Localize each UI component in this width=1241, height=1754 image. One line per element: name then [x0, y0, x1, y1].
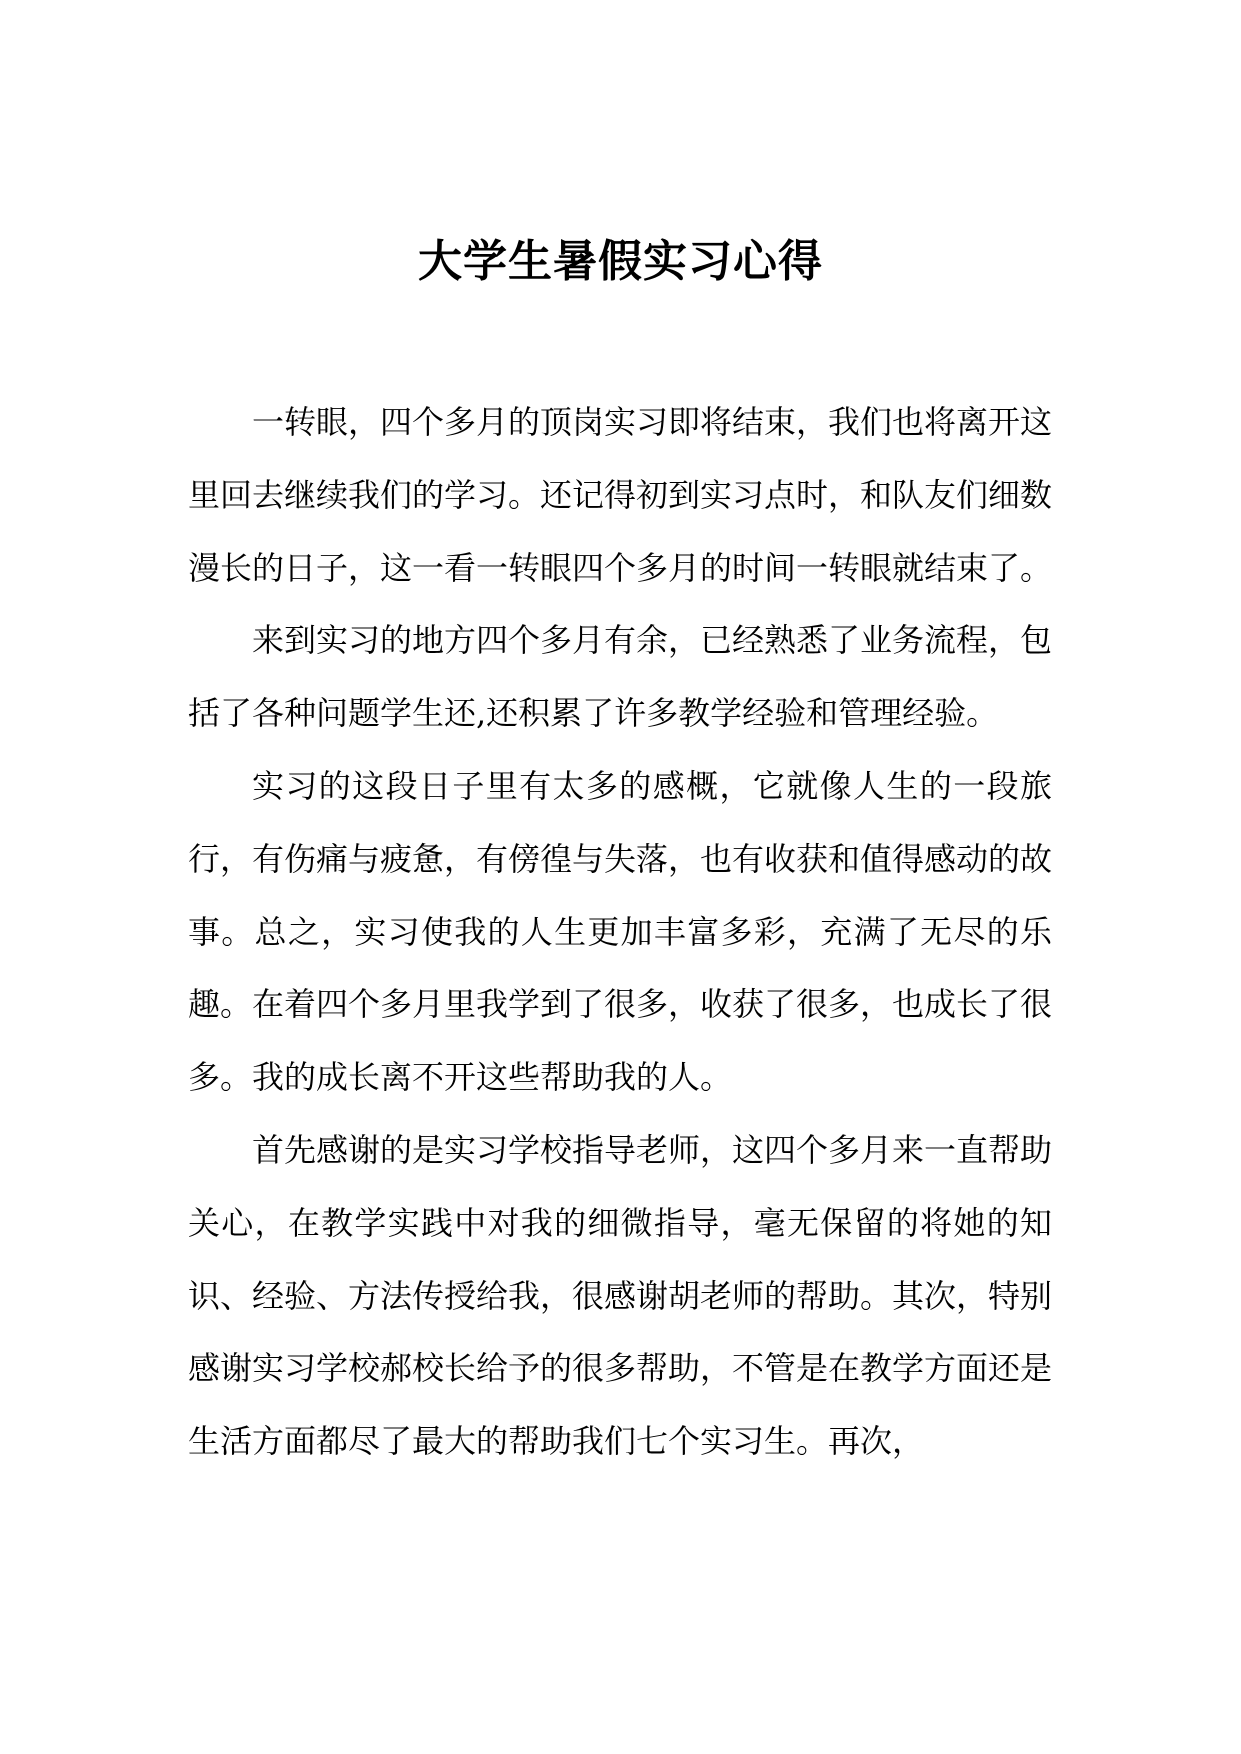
paragraph-3: 实习的这段日子里有太多的感概，它就像人生的一段旅行，有伤痛与疲惫，有傍徨与失落，也有收获和值得感动的故事。总之，实习使我的人生更加丰富多彩，充满了无尽的乐趣。在着四个多月里我学到了很多，收获了很多，也成长了很多。我的成长离不开这些帮助我的人。: [188, 766, 1053, 1097]
paragraph-4: 首先感谢的是实习学校指导老师，这四个多月来一直帮助关心，在教学实践中对我的细微指导，毫无保留的将她的知识、经验、方法传授给我，很感谢胡老师的帮助。其次，特别感谢实习学校郝校长给予的很多帮助，不管是在教学方面还是生活方面都尽了最大的帮助我们七个实习生。再次，: [188, 1130, 1053, 1461]
document-body: [188, 386, 1052, 1478]
paragraph-1: 一转眼，四个多月的顶岗实习即将结束，我们也将离开这里回去继续我们的学习。还记得初到实习点时，和队友们细数漫长的日子，这一看一转眼四个多月的时间一转眼就结束了。: [188, 403, 1053, 587]
document-title: 大学生暑假实习心得: [418, 236, 823, 287]
paragraph-2: 来到实习的地方四个多月有余，已经熟悉了业务流程，包括了各种问题学生还,还积累了许多教学经验和管理经验。: [188, 621, 1053, 733]
